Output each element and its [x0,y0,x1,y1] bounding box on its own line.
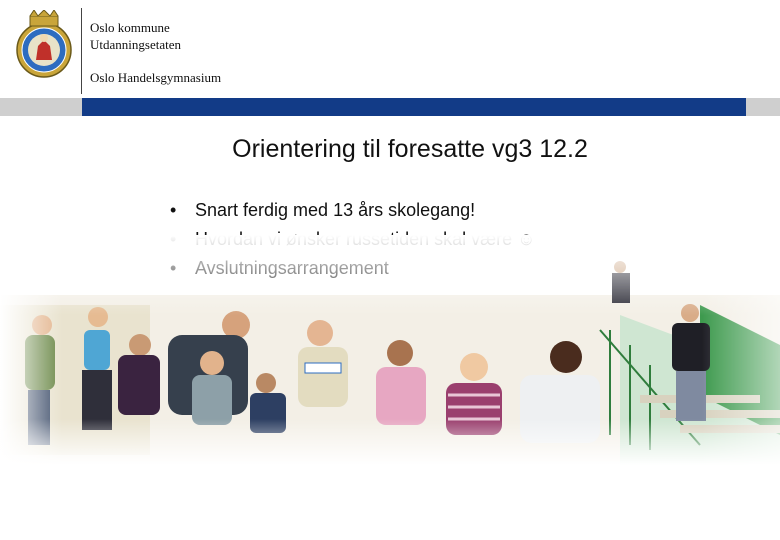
bullet-item [170,198,536,227]
bullet-dot-icon: • [170,200,177,220]
school-name: Oslo Handelsgymnasium [90,70,222,85]
bullet-text: Snart ferdig med 13 års skolegang! [195,200,476,220]
header-band-blue [82,98,746,116]
org-line-1: Oslo kommune [90,20,170,35]
oslo-seal-logo [14,10,74,80]
org-line-2: Utdanningsetaten [90,37,181,52]
slide-header [0,0,780,98]
header-divider [81,8,82,94]
slide-title: Orientering til foresatte vg3 12.2 [232,135,588,163]
students-photo-collage [0,235,780,465]
